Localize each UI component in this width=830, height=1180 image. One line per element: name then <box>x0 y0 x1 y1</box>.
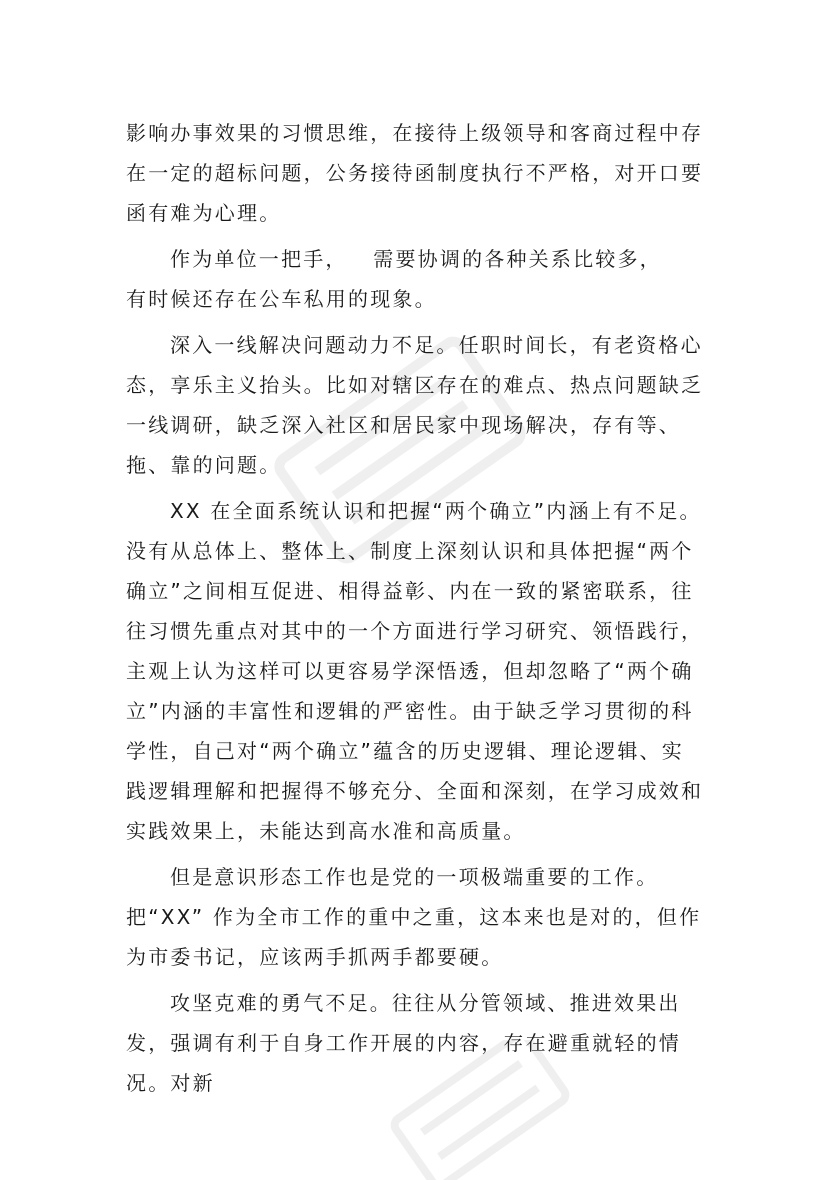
document-page <box>126 113 706 1103</box>
paragraph-4: XX 在全面系统认识和把握“两个确立”内涵上有不足。没有从总体上、整体上、制度上深刻认识和具体把握“两个确立”之间相互促进、相得益彰、内在一致的紧密联系，往往习惯先重点对其中的一个方面进行学习研究、领悟践行，主观上认为这样可以更容易学深悟透，但却忽略了“两个确立”内涵的丰富性和逻辑的严密性。由于缺乏学习贯彻的科学性，自己对“两个确立”蕴含的历史逻辑、理论逻辑、实践逻辑理解和把握得不够充分、全面和深刻，在学习成效和实践效果上，未能达到高水准和高质量。 <box>126 499 704 843</box>
paragraph-2: 作为单位一把手， 需要协调的各种关系比较多， 有时候还存在公车私用的现象。 <box>126 247 697 311</box>
paragraph-5: 但是意识形态工作也是党的一项极端重要的工作。把“XX” 作为全市工作的重中之重，这本来也是对的，但作为市委书记，应该两手抓两手都要硬。 <box>126 865 702 969</box>
paragraph-1: 影响办事效果的习惯思维，在接待上级领导和客商过程中存在一定的超标问题，公务接待函制度执行不严格，对开口要函有难为心理。 <box>126 121 704 225</box>
paragraph-3: 深入一线解决问题动力不足。任职时间长，有老资格心态，享乐主义抬头。比如对辖区存在的难点、热点问题缺乏一线调研，缺乏深入社区和居民家中现场解决，存有等、拖、靠的问题。 <box>126 333 704 477</box>
paragraph-6: 攻坚克难的勇气不足。往往从分管领域、推进效果出发，强调有利于自身工作开展的内容，存在避重就轻的情况。对新 <box>126 991 681 1095</box>
